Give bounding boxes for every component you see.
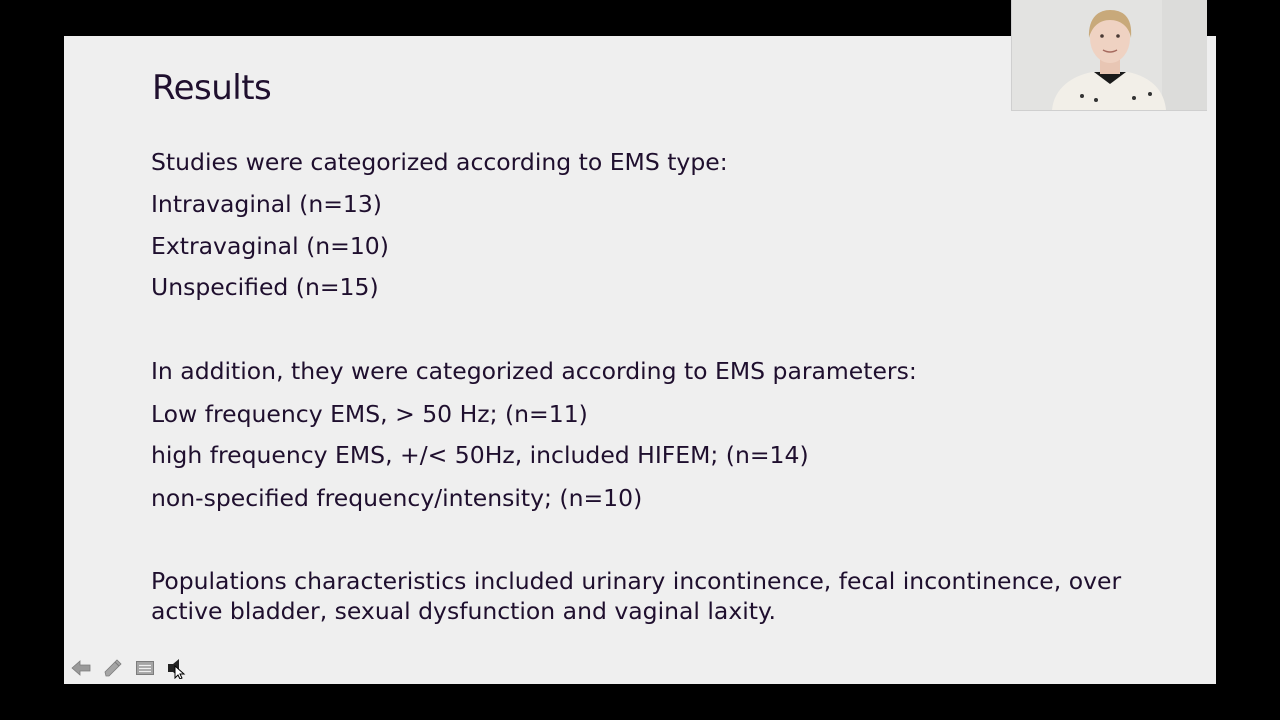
body-line-non-specified: non-specified frequency/intensity; (n=10) bbox=[151, 484, 643, 512]
body-line-ems-type-heading: Studies were categorized according to EMS type: bbox=[151, 148, 728, 176]
arrow-left-icon[interactable] bbox=[70, 657, 92, 679]
speaker-icon[interactable] bbox=[166, 657, 188, 679]
body-line-parameters-heading: In addition, they were categorized according to EMS parameters: bbox=[151, 357, 917, 385]
slides-menu-icon[interactable] bbox=[134, 657, 156, 679]
slide bbox=[64, 36, 1216, 684]
pen-icon[interactable] bbox=[102, 657, 124, 679]
slideshow-controls bbox=[70, 656, 188, 680]
body-line-low-frequency: Low frequency EMS, > 50 Hz; (n=11) bbox=[151, 400, 588, 428]
body-paragraph-populations: Populations characteristics included urinary incontinence, fecal incontinence, over active bladder, sexual dysfunction and vaginal laxity. bbox=[151, 567, 1122, 625]
slide-title: Results bbox=[152, 68, 272, 108]
body-line-extravaginal: Extravaginal (n=10) bbox=[151, 232, 389, 260]
body-line-unspecified: Unspecified (n=15) bbox=[151, 273, 379, 301]
presenter-webcam-video bbox=[1011, 0, 1207, 111]
presenter-image bbox=[1012, 0, 1207, 110]
body-line-high-frequency: high frequency EMS, +/< 50Hz, included HIFEM; (n=14) bbox=[151, 441, 809, 469]
body-line-intravaginal: Intravaginal (n=13) bbox=[151, 190, 382, 218]
